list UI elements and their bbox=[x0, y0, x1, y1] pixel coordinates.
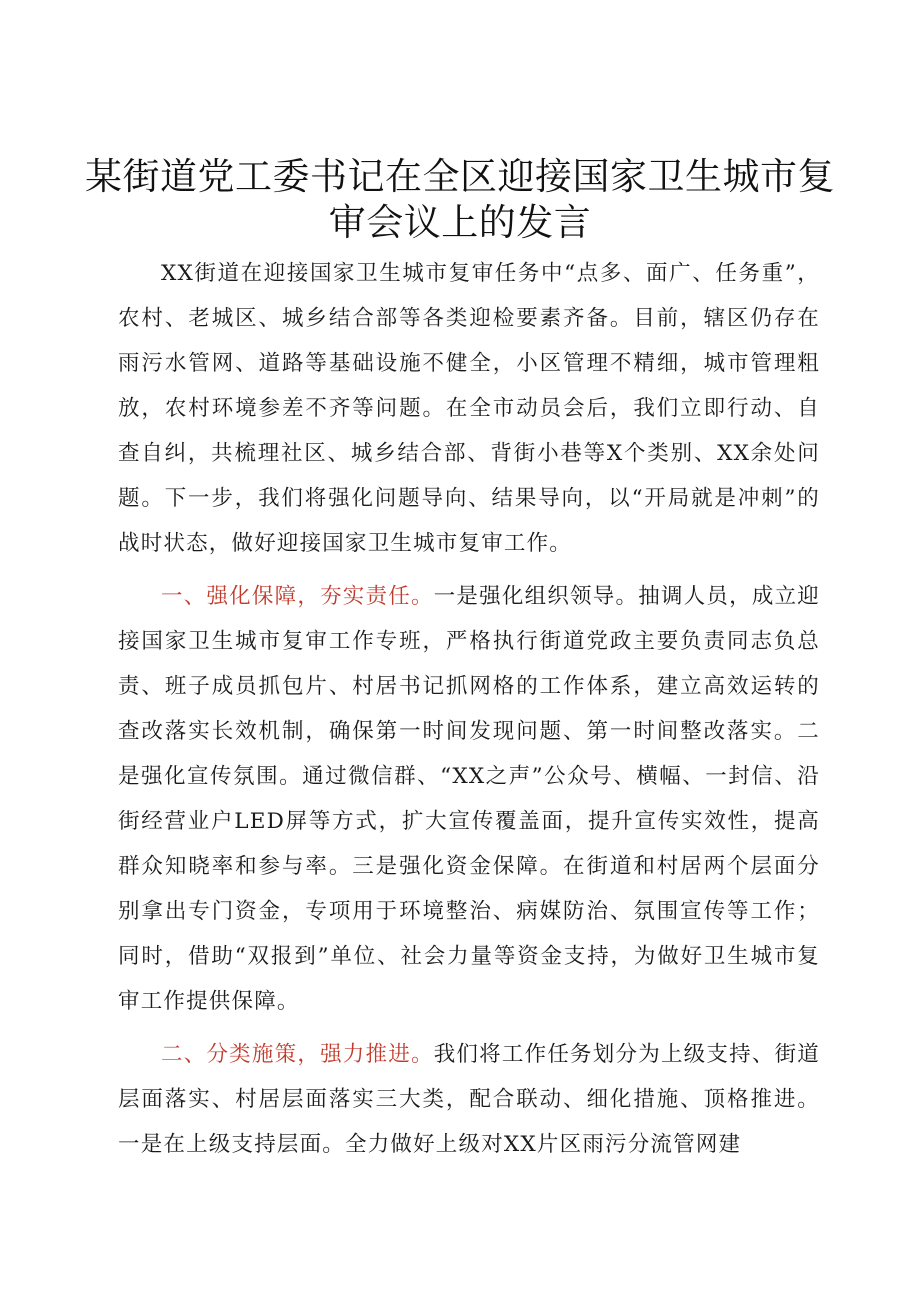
section-heading: 一、强化保障，夯实责任。 bbox=[161, 584, 434, 609]
paragraph-text: 一是强化组织领导。抽调人员，成立迎接国家卫生城市复审工作专班，严格执行街道党政主要负责同志负总责、班子成员抓包片、村居书记抓网格的工作体系，建立高效运转的查改落实长效机制，确保第一时间发现问题、第一时间整改落实。二是强化宣传氛围。通过微信群、“XX之声”公众号、横幅、一封信、沿街经营业户LED屏等方式，扩大宣传覆盖面，提升宣传实效性，提高群众知晓率和参与率。三是强化资金保障。在街道和村居两个层面分别拿出专门资金，专项用于环境整治、病媒防治、氛围宣传等工作；同时，借助“双报到”单位、社会力量等资金支持，为做好卫生城市复审工作提供保障。 bbox=[118, 584, 820, 1014]
paragraph-section-one bbox=[118, 574, 820, 1024]
paragraph-text: XX街道在迎接国家卫生城市复审任务中“点多、面广、任务重”，农村、老城区、城乡结合部等各类迎检要素齐备。目前，辖区仍存在雨污水管网、道路等基础设施不健全，小区管理不精细，城市管理粗放，农村环境参差不齐等问题。在全市动员会后，我们立即行动、自查自纠，共梳理社区、城乡结合部、背街小巷等X个类别、XX余处问题。下一步，我们将强化问题导向、结果导向，以“开局就是冲刺”的战时状态，做好迎接国家卫生城市复审工作。 bbox=[118, 261, 820, 556]
paragraph-intro bbox=[118, 251, 820, 566]
section-heading: 二、分类施策，强力推进。 bbox=[161, 1042, 434, 1067]
paragraph-section-two bbox=[118, 1032, 820, 1167]
document-body bbox=[118, 251, 820, 1175]
document-title: 某街道党工委书记在全区迎接国家卫生城市复审会议上的发言 bbox=[85, 155, 835, 244]
paragraph-text: 我们将工作任务划分为上级支持、街道层面落实、村居层面落实三大类，配合联动、细化措施、顶格推进。一是在上级支持层面。全力做好上级对XX片区雨污分流管网建 bbox=[118, 1042, 820, 1157]
